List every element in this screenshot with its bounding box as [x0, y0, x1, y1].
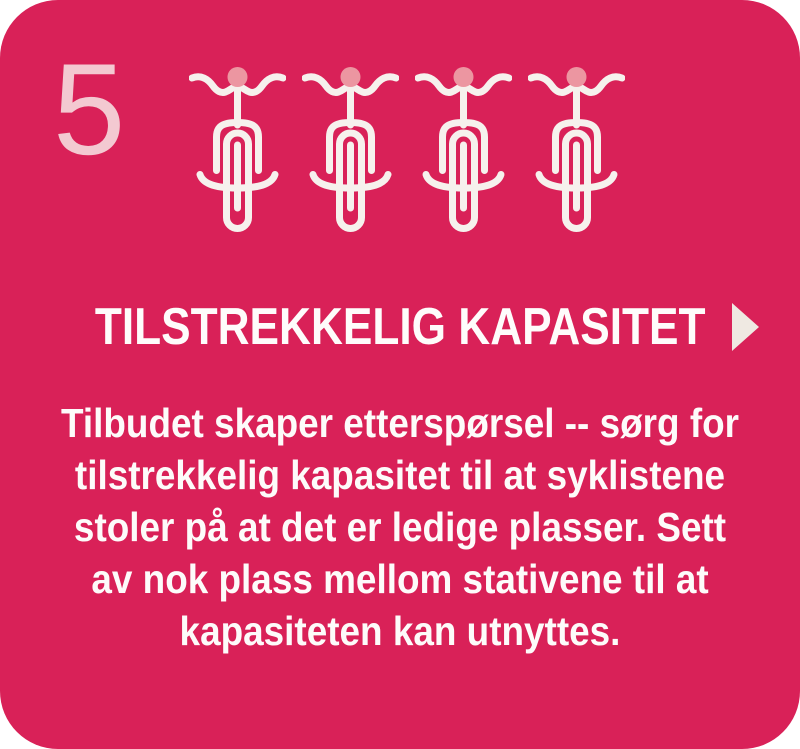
- bicycle-front-icon: [415, 64, 512, 234]
- card-title: TILSTREKKELIG KAPASITET: [94, 298, 706, 356]
- card-description: [40, 397, 760, 657]
- bicycle-front-icon: [302, 64, 399, 234]
- bike-light: [454, 67, 474, 87]
- bicycle-front-icon: [528, 64, 625, 234]
- bike-light: [567, 67, 587, 87]
- description-line-1: Tilbudet skaper etterspørsel -- sørg for: [60, 400, 740, 446]
- bicycle-icons-row: [189, 64, 625, 234]
- bike-light: [341, 67, 361, 87]
- arrow-right-icon[interactable]: [732, 303, 759, 351]
- description-line-5: kapasiteten kan utnyttes.: [179, 608, 621, 654]
- description-line-4: av nok plass mellom stativene til at: [91, 556, 709, 602]
- bicycle-front-icon: [189, 64, 286, 234]
- description-line-3: stoler på at det er ledige plasser. Sett: [73, 504, 727, 550]
- step-number: 5: [53, 36, 126, 182]
- card-title-row: [0, 296, 800, 358]
- bike-light: [228, 67, 248, 87]
- description-line-2: tilstrekkelig kapasitet til at syklistene: [74, 452, 726, 498]
